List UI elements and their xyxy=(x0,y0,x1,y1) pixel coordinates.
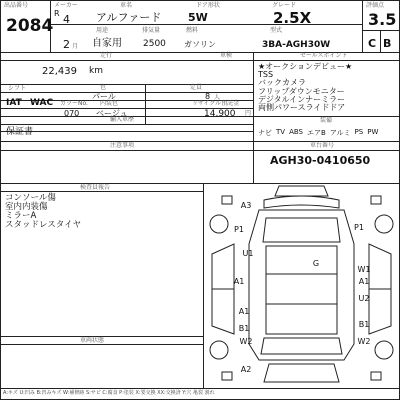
equipment-row xyxy=(258,128,378,138)
score: 3.5 xyxy=(368,10,397,29)
selling-point: 両側パワースライドドア xyxy=(258,102,346,112)
mark-right-rear: B1 xyxy=(358,320,370,329)
mileage: 22,439 xyxy=(42,66,77,77)
rear-left-tire xyxy=(210,341,228,359)
inspector-label: 検査員報告 xyxy=(80,184,111,191)
color-no-label: カラーNo. xyxy=(60,100,88,107)
mark-front-right: P1 xyxy=(354,223,364,232)
inspector-list xyxy=(5,194,81,230)
era: R xyxy=(54,9,60,18)
mark-rear-left: W2 xyxy=(239,337,253,346)
model-code: 3BA-AGH30W xyxy=(262,40,331,50)
door-type: 5W xyxy=(188,11,208,24)
car-name: アルファード xyxy=(96,11,162,24)
recycle: 14,900 xyxy=(204,109,236,119)
condition-label: 車両状態 xyxy=(80,337,105,344)
inspector-item: 室内内装傷 xyxy=(5,202,48,212)
inspection-label: 車検 xyxy=(220,52,233,59)
usage: 自家用 xyxy=(92,38,122,49)
usage-label: 用途 xyxy=(96,27,109,34)
front-left-tire xyxy=(210,215,228,233)
displacement-label: 排気量 xyxy=(142,27,161,34)
mark-rear-right: W2 xyxy=(357,337,371,346)
front-bumper-outline xyxy=(264,196,339,208)
footer-legend: A:キズ U:凹み B:凹みキズ W:補修跡 S:サビ C:腐食 P:塗装 X:要交換 XX:交換済 Y:穴 亀裂 割れ xyxy=(3,390,215,396)
model-year: 4 xyxy=(63,13,70,26)
mark-rear-bumper: A2 xyxy=(240,365,252,374)
capacity-label: 定員 xyxy=(190,84,203,91)
color: パール xyxy=(92,92,116,101)
lot-number: 2084 xyxy=(6,16,54,36)
equipment-item: PW xyxy=(367,128,379,136)
door-type-label: ドア形状 xyxy=(196,2,220,9)
selling-point: バックカメラ xyxy=(258,78,306,88)
car-name-label: 車名 xyxy=(120,2,133,9)
car-damage-diagram xyxy=(204,184,399,388)
chassis-label: 車台番号 xyxy=(310,142,335,149)
exterior-grade: B xyxy=(383,37,392,50)
capacity-unit: 人 xyxy=(214,94,221,101)
grade: 2.5X xyxy=(273,9,312,27)
interior-color-label: 内装色 xyxy=(100,100,119,107)
mark-front-bumper: A3 xyxy=(240,201,252,210)
capacity: 8 xyxy=(205,92,211,101)
mark-right-rear-door-a: A1 xyxy=(358,277,370,286)
rear-view xyxy=(264,364,339,382)
type-label: 型式 xyxy=(270,27,283,34)
selling-point: TSS xyxy=(258,70,274,80)
equipment-item: PS xyxy=(354,128,364,136)
color-no: 070 xyxy=(64,109,80,118)
selling-points-label: セールスポイント xyxy=(300,52,348,59)
inspector-item: スタッドレスタイヤ xyxy=(5,220,82,230)
selling-point: フリップダウンモニター xyxy=(258,86,345,96)
equipment-item: エアB xyxy=(307,129,326,137)
mark-right-rear-door-u: U2 xyxy=(358,294,370,303)
score-label: 評価点 xyxy=(366,2,385,9)
history-label: 輸入車歴 xyxy=(110,116,135,123)
front-view xyxy=(275,186,328,196)
rear-right-tire xyxy=(375,341,393,359)
month-unit: 月 xyxy=(72,43,79,50)
transmission: IAT xyxy=(6,98,22,108)
equipment-item: TV xyxy=(276,128,286,136)
mark-front-left: P1 xyxy=(234,225,244,234)
grade-label: グレード xyxy=(272,2,297,9)
equipment-item: ABS xyxy=(289,128,303,136)
interior-grade: C xyxy=(368,37,377,50)
mark-left-rear-door-a: A1 xyxy=(233,277,245,286)
fuel: ガソリン xyxy=(184,40,216,49)
equipment-item: ナビ xyxy=(258,129,272,137)
warranty: 保証書 xyxy=(6,127,34,137)
inspector-item: コンソール傷 xyxy=(5,193,56,203)
lot-label: 出品番号 xyxy=(4,2,29,9)
chassis-number: AGH30-0410650 xyxy=(270,154,371,167)
mark-roof: G xyxy=(312,259,320,268)
mileage-unit: km xyxy=(89,66,103,76)
model-month: 2 xyxy=(63,38,70,51)
interior-color: ベージュ xyxy=(96,109,128,118)
mileage-label: 走行 xyxy=(100,52,113,59)
equipment-label: 装備 xyxy=(320,117,333,124)
front-right-tire xyxy=(375,215,393,233)
color-label: 色 xyxy=(100,84,107,91)
remarks-label: 注意事項 xyxy=(110,142,135,149)
ac: WAC xyxy=(30,98,54,108)
selling-points-list xyxy=(258,63,396,112)
fuel-label: 燃料 xyxy=(186,27,199,34)
displacement: 2500 xyxy=(143,39,166,49)
mark-left-front-door: U1 xyxy=(242,249,254,258)
shift-label: シフト xyxy=(8,85,27,92)
make-label: メーカー xyxy=(54,2,78,9)
mark-left-rear-b: B1 xyxy=(238,324,250,333)
recycle-unit: 円 xyxy=(245,110,252,117)
mark-left-rear-a: A1 xyxy=(238,307,250,316)
mark-right-front-door: W1 xyxy=(357,265,371,274)
inspector-item: ミラーA xyxy=(5,211,37,221)
equipment-item: アルミ xyxy=(329,129,351,137)
selling-point: デジタルインナーミラー xyxy=(258,94,346,104)
selling-point: ★オークションデビュー★ xyxy=(258,62,353,71)
recycle-label: リサイクル預託金 xyxy=(192,100,240,107)
